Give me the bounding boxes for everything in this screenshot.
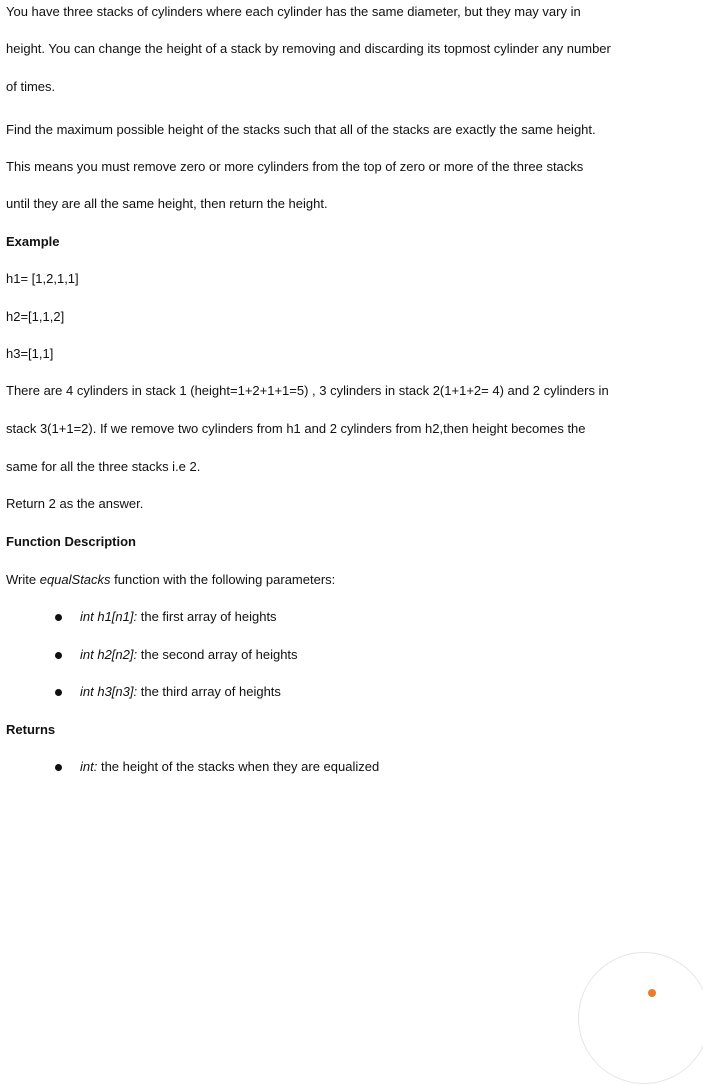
bullet-icon [55,652,62,659]
parameter-description: the third array of heights [137,684,281,699]
example-heading: Example [6,234,60,249]
explanation-line-1: There are 4 cylinders in stack 1 (height=1+2+1+1=5) , 3 cylinders in stack 2(1+1+2= 4) and 2 cylinders in [6,383,609,398]
function-intro-suffix: function with the following parameters: [110,572,336,587]
bullet-icon [55,689,62,696]
function-description-heading: Function Description [6,534,136,549]
function-intro [6,572,335,588]
intro-line-1: You have three stacks of cylinders where each cylinder has the same diameter, but they may vary in [6,4,581,19]
task-line-2: This means you must remove zero or more cylinders from the top of zero or more of the three stacks [6,159,584,174]
parameter-description: the second array of heights [137,647,298,662]
explanation-line-2: stack 3(1+1=2). If we remove two cylinders from h1 and 2 cylinders from h2,then height becomes the [6,421,586,436]
function-intro-prefix: Write [6,572,40,587]
parameter-signature: int h1[n1]: [80,609,138,624]
returns-heading: Returns [6,722,56,737]
intro-line-3: of times. [6,79,56,94]
explanation-line-3: same for all the three stacks i.e 2. [6,459,201,474]
task-line-1: Find the maximum possible height of the stacks such that all of the stacks are exactly the same height. [6,122,596,137]
example-h2: h2=[1,1,2] [6,309,65,324]
function-name: equalStacks [39,572,111,587]
bullet-icon [55,764,62,771]
corner-widget-arc [578,952,703,1084]
return-description: the height of the stacks when they are equalized [97,759,380,774]
intro-line-2: height. You can change the height of a stack by removing and discarding its topmost cylinder any number [6,41,611,56]
parameter-signature: int h2[n2]: [80,647,138,662]
bullet-icon [55,614,62,621]
example-h3: h3=[1,1] [6,346,54,361]
return-line: Return 2 as the answer. [6,496,144,511]
example-h1: h1= [1,2,1,1] [6,271,79,286]
return-signature: int: [80,759,98,774]
parameter-signature: int h3[n3]: [80,684,138,699]
corner-widget-dot [648,989,656,997]
task-line-3: until they are all the same height, then return the height. [6,196,328,211]
parameter-description: the first array of heights [137,609,277,624]
